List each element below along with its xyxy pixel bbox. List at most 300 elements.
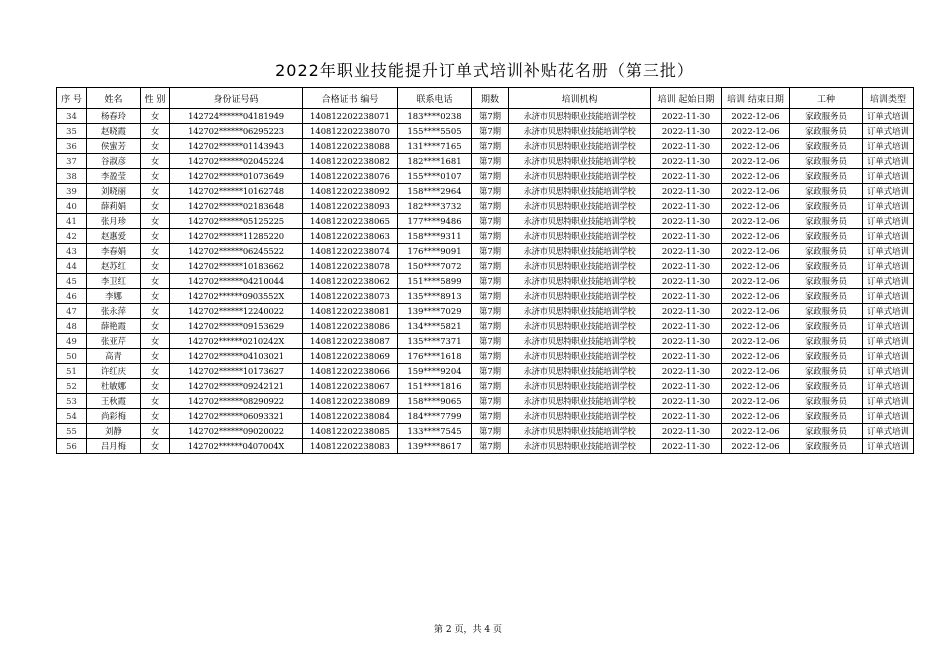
- cell-org: 永济市贝思特职业技能培训学校: [509, 184, 651, 199]
- cell-org: 永济市贝思特职业技能培训学校: [509, 124, 651, 139]
- cell-period: 第7期: [472, 154, 509, 169]
- cell-name: 刘静: [87, 424, 141, 439]
- cell-job: 家政服务员: [790, 439, 863, 454]
- cell-seq: 54: [57, 409, 87, 424]
- header-training-type: 培训类型: [863, 88, 914, 109]
- cell-id-number: 142702******10183662: [170, 259, 303, 274]
- cell-cert-number: 140812202238084: [303, 409, 398, 424]
- cell-period: 第7期: [472, 394, 509, 409]
- header-period: 期数: [472, 88, 509, 109]
- cell-cert-number: 140812202238085: [303, 424, 398, 439]
- cell-phone: 182****3732: [398, 199, 472, 214]
- cell-job: 家政服务员: [790, 124, 863, 139]
- cell-training-type: 订单式培训: [863, 274, 914, 289]
- cell-start-date: 2022-11-30: [651, 229, 722, 244]
- cell-seq: 38: [57, 169, 87, 184]
- cell-cert-number: 140812202238073: [303, 289, 398, 304]
- header-cert-number: 合格证书 编号: [303, 88, 398, 109]
- cell-seq: 45: [57, 274, 87, 289]
- cell-training-type: 订单式培训: [863, 349, 914, 364]
- cell-start-date: 2022-11-30: [651, 259, 722, 274]
- cell-phone: 133****7545: [398, 424, 472, 439]
- cell-end-date: 2022-12-06: [722, 319, 790, 334]
- cell-end-date: 2022-12-06: [722, 169, 790, 184]
- cell-end-date: 2022-12-06: [722, 274, 790, 289]
- cell-org: 永济市贝思特职业技能培训学校: [509, 439, 651, 454]
- cell-training-type: 订单式培训: [863, 394, 914, 409]
- cell-end-date: 2022-12-06: [722, 229, 790, 244]
- cell-seq: 46: [57, 289, 87, 304]
- cell-gender: 女: [141, 214, 170, 229]
- table-row: [57, 184, 914, 199]
- cell-cert-number: 140812202238071: [303, 109, 398, 124]
- cell-phone: 134****5821: [398, 319, 472, 334]
- cell-id-number: 142702******02045224: [170, 154, 303, 169]
- table-row: [57, 274, 914, 289]
- cell-cert-number: 140812202238063: [303, 229, 398, 244]
- cell-phone: 151****5899: [398, 274, 472, 289]
- table-row: [57, 424, 914, 439]
- cell-cert-number: 140812202238074: [303, 244, 398, 259]
- cell-end-date: 2022-12-06: [722, 379, 790, 394]
- cell-name: 刘晓丽: [87, 184, 141, 199]
- cell-job: 家政服务员: [790, 109, 863, 124]
- cell-phone: 139****7029: [398, 304, 472, 319]
- cell-seq: 35: [57, 124, 87, 139]
- cell-job: 家政服务员: [790, 364, 863, 379]
- cell-gender: 女: [141, 199, 170, 214]
- cell-phone: 150****7072: [398, 259, 472, 274]
- cell-name: 李卫红: [87, 274, 141, 289]
- cell-gender: 女: [141, 424, 170, 439]
- cell-org: 永济市贝思特职业技能培训学校: [509, 379, 651, 394]
- cell-training-type: 订单式培训: [863, 199, 914, 214]
- cell-job: 家政服务员: [790, 424, 863, 439]
- cell-gender: 女: [141, 259, 170, 274]
- table-row: [57, 109, 914, 124]
- cell-cert-number: 140812202238065: [303, 214, 398, 229]
- cell-seq: 40: [57, 199, 87, 214]
- cell-phone: 182****1681: [398, 154, 472, 169]
- cell-start-date: 2022-11-30: [651, 319, 722, 334]
- cell-cert-number: 140812202238087: [303, 334, 398, 349]
- cell-org: 永济市贝思特职业技能培训学校: [509, 364, 651, 379]
- table-row: [57, 169, 914, 184]
- cell-training-type: 订单式培训: [863, 364, 914, 379]
- cell-id-number: 142702******09020022: [170, 424, 303, 439]
- cell-start-date: 2022-11-30: [651, 244, 722, 259]
- cell-job: 家政服务员: [790, 199, 863, 214]
- header-seq: 序 号: [57, 88, 87, 109]
- cell-id-number: 142702******10173627: [170, 364, 303, 379]
- cell-cert-number: 140812202238092: [303, 184, 398, 199]
- cell-period: 第7期: [472, 229, 509, 244]
- cell-cert-number: 140812202238093: [303, 199, 398, 214]
- cell-seq: 36: [57, 139, 87, 154]
- document-title: 2022年职业技能提升订单式培训补贴花名册（第三批）: [275, 61, 694, 80]
- page-footer: 第 2 页，共 4 页: [434, 625, 502, 635]
- cell-phone: 159****9204: [398, 364, 472, 379]
- cell-gender: 女: [141, 289, 170, 304]
- cell-name: 赵晓霞: [87, 124, 141, 139]
- table-row: [57, 289, 914, 304]
- cell-end-date: 2022-12-06: [722, 259, 790, 274]
- cell-period: 第7期: [472, 124, 509, 139]
- cell-job: 家政服务员: [790, 289, 863, 304]
- cell-phone: 176****1618: [398, 349, 472, 364]
- cell-training-type: 订单式培训: [863, 319, 914, 334]
- cell-period: 第7期: [472, 364, 509, 379]
- cell-phone: 139****8617: [398, 439, 472, 454]
- cell-job: 家政服务员: [790, 214, 863, 229]
- cell-org: 永济市贝思特职业技能培训学校: [509, 229, 651, 244]
- cell-id-number: 142702******10162748: [170, 184, 303, 199]
- cell-org: 永济市贝思特职业技能培训学校: [509, 154, 651, 169]
- cell-period: 第7期: [472, 334, 509, 349]
- cell-training-type: 订单式培训: [863, 214, 914, 229]
- cell-period: 第7期: [472, 319, 509, 334]
- cell-start-date: 2022-11-30: [651, 154, 722, 169]
- cell-id-number: 142702******02183648: [170, 199, 303, 214]
- cell-seq: 52: [57, 379, 87, 394]
- cell-name: 赵惠爱: [87, 229, 141, 244]
- cell-start-date: 2022-11-30: [651, 124, 722, 139]
- cell-id-number: 142702******04210044: [170, 274, 303, 289]
- cell-org: 永济市贝思特职业技能培训学校: [509, 274, 651, 289]
- cell-start-date: 2022-11-30: [651, 334, 722, 349]
- cell-phone: 155****5505: [398, 124, 472, 139]
- cell-gender: 女: [141, 304, 170, 319]
- cell-start-date: 2022-11-30: [651, 409, 722, 424]
- table-body: [57, 109, 914, 454]
- cell-end-date: 2022-12-06: [722, 349, 790, 364]
- cell-training-type: 订单式培训: [863, 259, 914, 274]
- cell-end-date: 2022-12-06: [722, 289, 790, 304]
- table-row: [57, 394, 914, 409]
- cell-gender: 女: [141, 319, 170, 334]
- cell-phone: 135****8913: [398, 289, 472, 304]
- table-row: [57, 154, 914, 169]
- cell-training-type: 订单式培训: [863, 424, 914, 439]
- cell-org: 永济市贝思特职业技能培训学校: [509, 334, 651, 349]
- cell-seq: 55: [57, 424, 87, 439]
- cell-job: 家政服务员: [790, 244, 863, 259]
- cell-end-date: 2022-12-06: [722, 364, 790, 379]
- cell-start-date: 2022-11-30: [651, 349, 722, 364]
- cell-training-type: 订单式培训: [863, 379, 914, 394]
- table-row: [57, 409, 914, 424]
- table-row: [57, 304, 914, 319]
- cell-start-date: 2022-11-30: [651, 169, 722, 184]
- header-gender: 性 别: [141, 88, 170, 109]
- table-row: [57, 334, 914, 349]
- cell-end-date: 2022-12-06: [722, 334, 790, 349]
- cell-gender: 女: [141, 439, 170, 454]
- cell-cert-number: 140812202238076: [303, 169, 398, 184]
- cell-end-date: 2022-12-06: [722, 304, 790, 319]
- cell-cert-number: 140812202238086: [303, 319, 398, 334]
- table-row: [57, 229, 914, 244]
- cell-name: 吕月梅: [87, 439, 141, 454]
- cell-org: 永济市贝思特职业技能培训学校: [509, 244, 651, 259]
- cell-end-date: 2022-12-06: [722, 154, 790, 169]
- cell-cert-number: 140812202238083: [303, 439, 398, 454]
- table-row: [57, 439, 914, 454]
- cell-cert-number: 140812202238062: [303, 274, 398, 289]
- cell-gender: 女: [141, 334, 170, 349]
- cell-org: 永济市贝思特职业技能培训学校: [509, 349, 651, 364]
- cell-name: 杜敏娜: [87, 379, 141, 394]
- table-row: [57, 199, 914, 214]
- cell-id-number: 142702******06093321: [170, 409, 303, 424]
- cell-phone: 176****9091: [398, 244, 472, 259]
- cell-id-number: 142702******01073649: [170, 169, 303, 184]
- cell-seq: 39: [57, 184, 87, 199]
- cell-id-number: 142702******01143943: [170, 139, 303, 154]
- cell-job: 家政服务员: [790, 349, 863, 364]
- cell-cert-number: 140812202238078: [303, 259, 398, 274]
- cell-id-number: 142702******06245522: [170, 244, 303, 259]
- cell-org: 永济市贝思特职业技能培训学校: [509, 109, 651, 124]
- table-header: [57, 88, 914, 109]
- header-id-number: 身份证号码: [170, 88, 303, 109]
- cell-name: 张亚芹: [87, 334, 141, 349]
- cell-phone: 135****7371: [398, 334, 472, 349]
- cell-seq: 37: [57, 154, 87, 169]
- cell-period: 第7期: [472, 274, 509, 289]
- table-row: [57, 364, 914, 379]
- header-end-date: 培训 结束日期: [722, 88, 790, 109]
- cell-gender: 女: [141, 349, 170, 364]
- cell-training-type: 订单式培训: [863, 334, 914, 349]
- cell-training-type: 订单式培训: [863, 409, 914, 424]
- cell-job: 家政服务员: [790, 154, 863, 169]
- cell-seq: 44: [57, 259, 87, 274]
- cell-training-type: 订单式培训: [863, 109, 914, 124]
- cell-start-date: 2022-11-30: [651, 289, 722, 304]
- cell-name: 薛艳霞: [87, 319, 141, 334]
- cell-training-type: 订单式培训: [863, 169, 914, 184]
- cell-name: 尚彩梅: [87, 409, 141, 424]
- cell-end-date: 2022-12-06: [722, 424, 790, 439]
- table-row: [57, 124, 914, 139]
- cell-gender: 女: [141, 364, 170, 379]
- cell-start-date: 2022-11-30: [651, 424, 722, 439]
- cell-phone: 155****0107: [398, 169, 472, 184]
- cell-seq: 34: [57, 109, 87, 124]
- cell-period: 第7期: [472, 244, 509, 259]
- cell-id-number: 142724******04181949: [170, 109, 303, 124]
- cell-start-date: 2022-11-30: [651, 379, 722, 394]
- cell-training-type: 订单式培训: [863, 304, 914, 319]
- cell-job: 家政服务员: [790, 274, 863, 289]
- cell-org: 永济市贝思特职业技能培训学校: [509, 409, 651, 424]
- cell-org: 永济市贝思特职业技能培训学校: [509, 289, 651, 304]
- cell-phone: 183****0238: [398, 109, 472, 124]
- cell-training-type: 订单式培训: [863, 124, 914, 139]
- cell-id-number: 142702******09153629: [170, 319, 303, 334]
- cell-cert-number: 140812202238066: [303, 364, 398, 379]
- cell-org: 永济市贝思特职业技能培训学校: [509, 139, 651, 154]
- cell-id-number: 142702******06295223: [170, 124, 303, 139]
- cell-org: 永济市贝思特职业技能培训学校: [509, 394, 651, 409]
- cell-phone: 151****1816: [398, 379, 472, 394]
- cell-name: 赵苏红: [87, 259, 141, 274]
- cell-phone: 158****2964: [398, 184, 472, 199]
- cell-cert-number: 140812202238070: [303, 124, 398, 139]
- cell-id-number: 142702******04103021: [170, 349, 303, 364]
- cell-seq: 51: [57, 364, 87, 379]
- cell-name: 王秋霞: [87, 394, 141, 409]
- cell-job: 家政服务员: [790, 304, 863, 319]
- cell-gender: 女: [141, 184, 170, 199]
- roster-table: [56, 87, 914, 454]
- cell-period: 第7期: [472, 379, 509, 394]
- cell-phone: 184****7799: [398, 409, 472, 424]
- header-org: 培训机构: [509, 88, 651, 109]
- cell-period: 第7期: [472, 304, 509, 319]
- cell-period: 第7期: [472, 199, 509, 214]
- cell-job: 家政服务员: [790, 139, 863, 154]
- cell-name: 杨春玲: [87, 109, 141, 124]
- cell-org: 永济市贝思特职业技能培训学校: [509, 424, 651, 439]
- cell-period: 第7期: [472, 109, 509, 124]
- header-start-date: 培训 起始日期: [651, 88, 722, 109]
- cell-seq: 56: [57, 439, 87, 454]
- header-job: 工种: [790, 88, 863, 109]
- cell-start-date: 2022-11-30: [651, 139, 722, 154]
- cell-gender: 女: [141, 169, 170, 184]
- cell-cert-number: 140812202238082: [303, 154, 398, 169]
- cell-id-number: 142702******0210242X: [170, 334, 303, 349]
- cell-org: 永济市贝思特职业技能培训学校: [509, 214, 651, 229]
- cell-period: 第7期: [472, 214, 509, 229]
- cell-name: 高青: [87, 349, 141, 364]
- cell-phone: 158****9311: [398, 229, 472, 244]
- cell-seq: 43: [57, 244, 87, 259]
- cell-start-date: 2022-11-30: [651, 109, 722, 124]
- cell-org: 永济市贝思特职业技能培训学校: [509, 199, 651, 214]
- cell-period: 第7期: [472, 169, 509, 184]
- cell-seq: 53: [57, 394, 87, 409]
- cell-end-date: 2022-12-06: [722, 244, 790, 259]
- cell-end-date: 2022-12-06: [722, 409, 790, 424]
- cell-period: 第7期: [472, 139, 509, 154]
- cell-gender: 女: [141, 109, 170, 124]
- cell-seq: 41: [57, 214, 87, 229]
- cell-start-date: 2022-11-30: [651, 214, 722, 229]
- cell-gender: 女: [141, 409, 170, 424]
- cell-job: 家政服务员: [790, 394, 863, 409]
- cell-id-number: 142702******0903552X: [170, 289, 303, 304]
- cell-training-type: 订单式培训: [863, 184, 914, 199]
- cell-name: 张月珍: [87, 214, 141, 229]
- cell-start-date: 2022-11-30: [651, 439, 722, 454]
- cell-seq: 47: [57, 304, 87, 319]
- cell-name: 薛莉娟: [87, 199, 141, 214]
- cell-cert-number: 140812202238081: [303, 304, 398, 319]
- table-row: [57, 214, 914, 229]
- cell-training-type: 订单式培训: [863, 139, 914, 154]
- cell-training-type: 订单式培训: [863, 229, 914, 244]
- cell-gender: 女: [141, 379, 170, 394]
- cell-seq: 50: [57, 349, 87, 364]
- cell-end-date: 2022-12-06: [722, 394, 790, 409]
- cell-job: 家政服务员: [790, 379, 863, 394]
- cell-job: 家政服务员: [790, 259, 863, 274]
- cell-id-number: 142702******0407004X: [170, 439, 303, 454]
- cell-cert-number: 140812202238089: [303, 394, 398, 409]
- cell-seq: 48: [57, 319, 87, 334]
- cell-start-date: 2022-11-30: [651, 364, 722, 379]
- cell-name: 谷淑彦: [87, 154, 141, 169]
- cell-job: 家政服务员: [790, 334, 863, 349]
- cell-cert-number: 140812202238069: [303, 349, 398, 364]
- cell-training-type: 订单式培训: [863, 439, 914, 454]
- cell-end-date: 2022-12-06: [722, 184, 790, 199]
- cell-phone: 158****9065: [398, 394, 472, 409]
- cell-start-date: 2022-11-30: [651, 274, 722, 289]
- cell-training-type: 订单式培训: [863, 244, 914, 259]
- cell-org: 永济市贝思特职业技能培训学校: [509, 304, 651, 319]
- header-row: [57, 88, 914, 109]
- cell-id-number: 142702******12240022: [170, 304, 303, 319]
- cell-period: 第7期: [472, 259, 509, 274]
- cell-name: 李春娟: [87, 244, 141, 259]
- header-phone: 联系电话: [398, 88, 472, 109]
- cell-id-number: 142702******08290922: [170, 394, 303, 409]
- table-row: [57, 259, 914, 274]
- cell-name: 张永萍: [87, 304, 141, 319]
- cell-seq: 49: [57, 334, 87, 349]
- header-name: 姓名: [87, 88, 141, 109]
- cell-start-date: 2022-11-30: [651, 199, 722, 214]
- table-row: [57, 379, 914, 394]
- cell-training-type: 订单式培训: [863, 289, 914, 304]
- cell-name: 侯蜜芳: [87, 139, 141, 154]
- cell-training-type: 订单式培训: [863, 154, 914, 169]
- cell-job: 家政服务员: [790, 409, 863, 424]
- table-row: [57, 139, 914, 154]
- cell-period: 第7期: [472, 424, 509, 439]
- cell-gender: 女: [141, 394, 170, 409]
- cell-org: 永济市贝思特职业技能培训学校: [509, 259, 651, 274]
- cell-period: 第7期: [472, 349, 509, 364]
- cell-end-date: 2022-12-06: [722, 109, 790, 124]
- cell-gender: 女: [141, 274, 170, 289]
- cell-period: 第7期: [472, 439, 509, 454]
- cell-org: 永济市贝思特职业技能培训学校: [509, 319, 651, 334]
- cell-org: 永济市贝思特职业技能培训学校: [509, 169, 651, 184]
- cell-job: 家政服务员: [790, 184, 863, 199]
- cell-end-date: 2022-12-06: [722, 214, 790, 229]
- cell-id-number: 142702******09242121: [170, 379, 303, 394]
- table-row: [57, 244, 914, 259]
- cell-start-date: 2022-11-30: [651, 304, 722, 319]
- cell-name: 许红庆: [87, 364, 141, 379]
- cell-end-date: 2022-12-06: [722, 124, 790, 139]
- cell-start-date: 2022-11-30: [651, 394, 722, 409]
- cell-gender: 女: [141, 139, 170, 154]
- cell-phone: 177****9486: [398, 214, 472, 229]
- cell-id-number: 142702******11285220: [170, 229, 303, 244]
- cell-name: 李盈莹: [87, 169, 141, 184]
- cell-end-date: 2022-12-06: [722, 439, 790, 454]
- cell-seq: 42: [57, 229, 87, 244]
- cell-end-date: 2022-12-06: [722, 139, 790, 154]
- cell-cert-number: 140812202238067: [303, 379, 398, 394]
- cell-id-number: 142702******05125225: [170, 214, 303, 229]
